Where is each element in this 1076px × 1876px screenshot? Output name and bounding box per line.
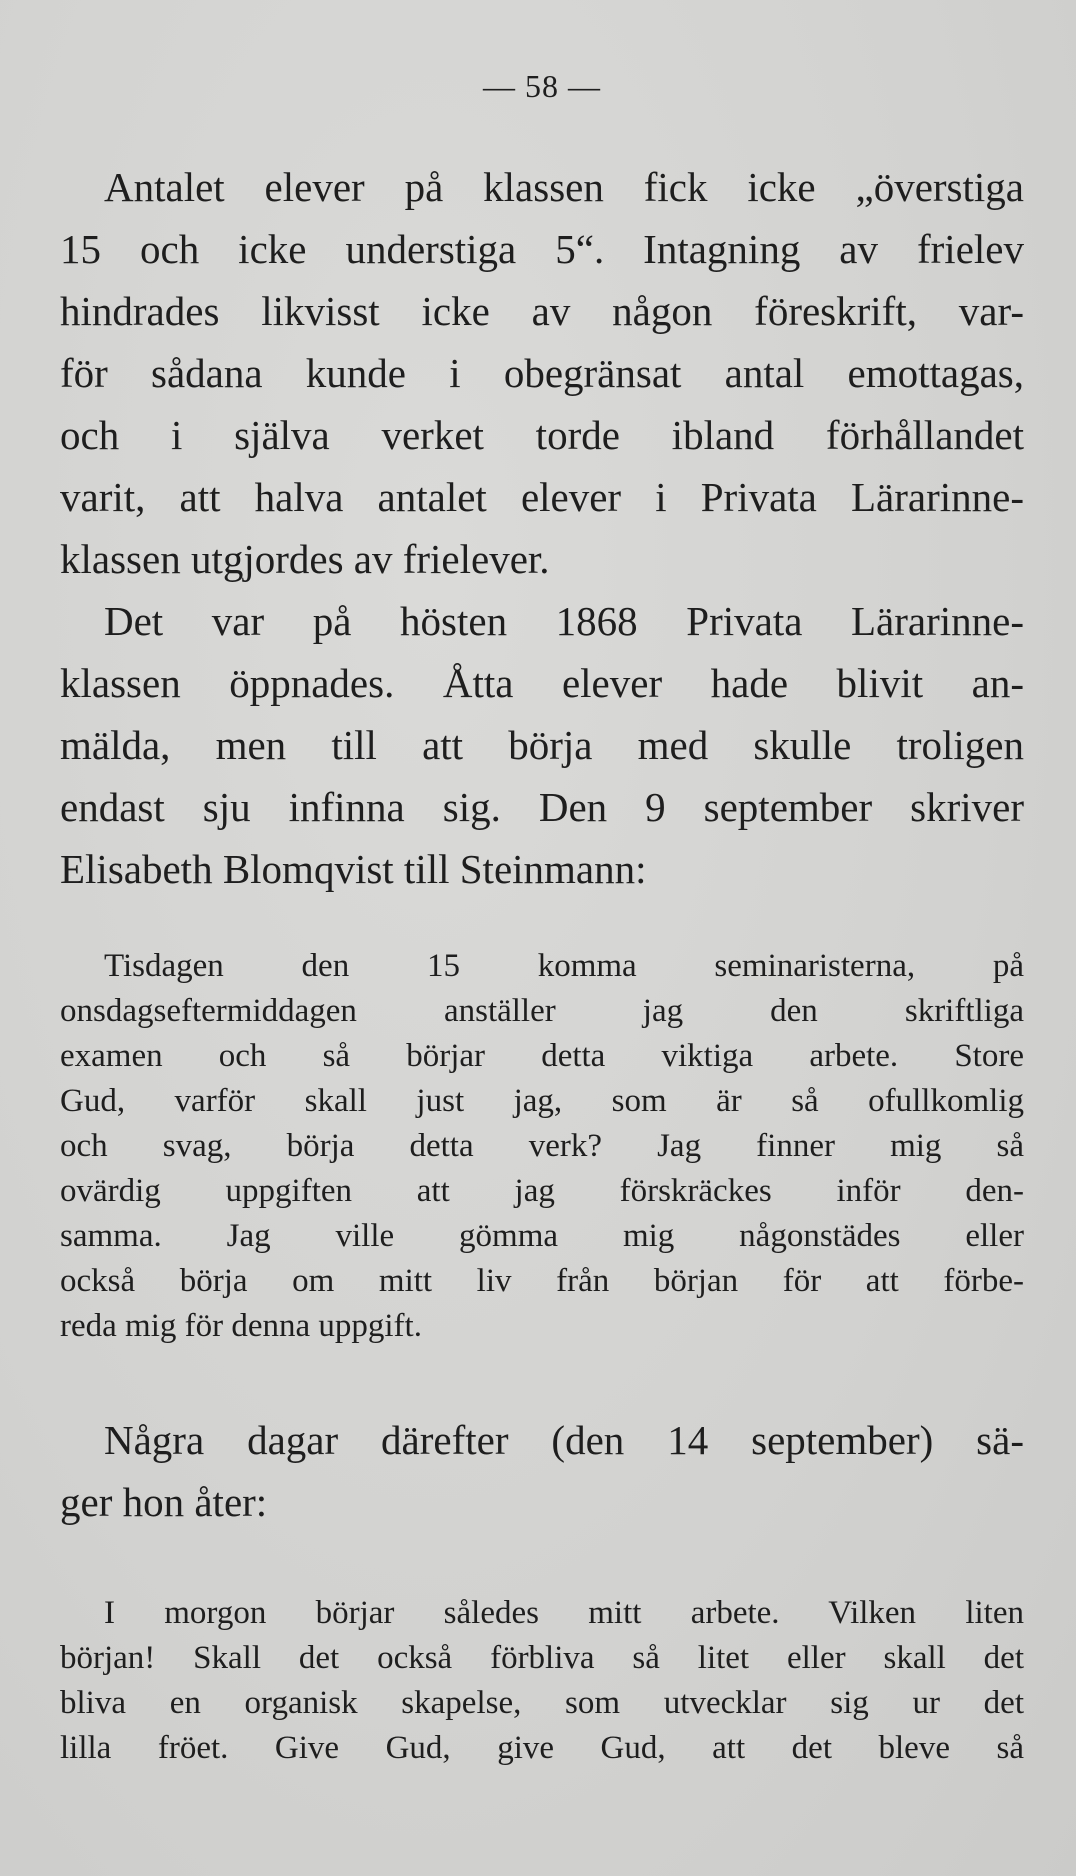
text-line: Det var på hösten 1868 Privata Lärarinne- bbox=[104, 598, 1024, 644]
quote-line: Gud, varför skall just jag, som är så ofullkomlig bbox=[60, 1083, 1024, 1119]
text-line: Antalet elever på klassen fick icke „överstiga bbox=[104, 164, 1024, 210]
text-line: varit, att halva antalet elever i Privata Lärarinne- bbox=[60, 474, 1024, 520]
paragraph-2 bbox=[60, 590, 1024, 900]
quote-block-2 bbox=[60, 1591, 1024, 1771]
text-line: klassen öppnades. Åtta elever hade blivit an- bbox=[60, 660, 1024, 706]
quote-line: och svag, börja detta verk? Jag finner mig så bbox=[60, 1128, 1024, 1164]
page-number: — 58 — bbox=[483, 68, 601, 104]
quote-line: också börja om mitt liv från början för att förbe- bbox=[60, 1263, 1024, 1299]
quote-line: Tisdagen den 15 komma seminaristerna, på bbox=[104, 948, 1024, 984]
quote-line: bliva en organisk skapelse, som utvecklar sig ur det bbox=[60, 1685, 1024, 1721]
text-line: Några dagar därefter (den 14 september) sä- bbox=[104, 1417, 1024, 1463]
quote-line: samma. Jag ville gömma mig någonstädes eller bbox=[60, 1218, 1024, 1254]
text-line: 15 och icke understiga 5“. Intagning av frielev bbox=[60, 226, 1024, 272]
quote-line: ovärdig uppgiften att jag förskräckes inför den- bbox=[60, 1173, 1024, 1209]
quote-line: reda mig för denna uppgift. bbox=[60, 1308, 422, 1344]
quote-line: lilla fröet. Give Gud, give Gud, att det bleve så bbox=[60, 1730, 1024, 1766]
text-line: mälda, men till att börja med skulle troligen bbox=[60, 722, 1024, 768]
quote-line: I morgon börjar således mitt arbete. Vilken liten bbox=[104, 1595, 1024, 1631]
paragraph-1 bbox=[60, 156, 1024, 590]
quote-line: examen och så börjar detta viktiga arbete. Store bbox=[60, 1038, 1024, 1074]
text-line: endast sju infinna sig. Den 9 september skriver bbox=[60, 784, 1024, 830]
quote-line: början! Skall det också förbliva så litet eller skall det bbox=[60, 1640, 1024, 1676]
text-line: ger hon åter: bbox=[60, 1479, 268, 1525]
text-line: hindrades likvisst icke av någon föreskrift, var- bbox=[60, 288, 1024, 334]
text-line: klassen utgjordes av frielever. bbox=[60, 536, 550, 582]
text-line: Elisabeth Blomqvist till Steinmann: bbox=[60, 846, 647, 892]
quote-block-1 bbox=[60, 944, 1024, 1349]
text-line: och i själva verket torde ibland förhållandet bbox=[60, 412, 1024, 458]
text-line: för sådana kunde i obegränsat antal emottagas, bbox=[60, 350, 1024, 396]
paragraph-3 bbox=[60, 1409, 1024, 1533]
quote-line: onsdagseftermiddagen anställer jag den skriftliga bbox=[60, 993, 1024, 1029]
